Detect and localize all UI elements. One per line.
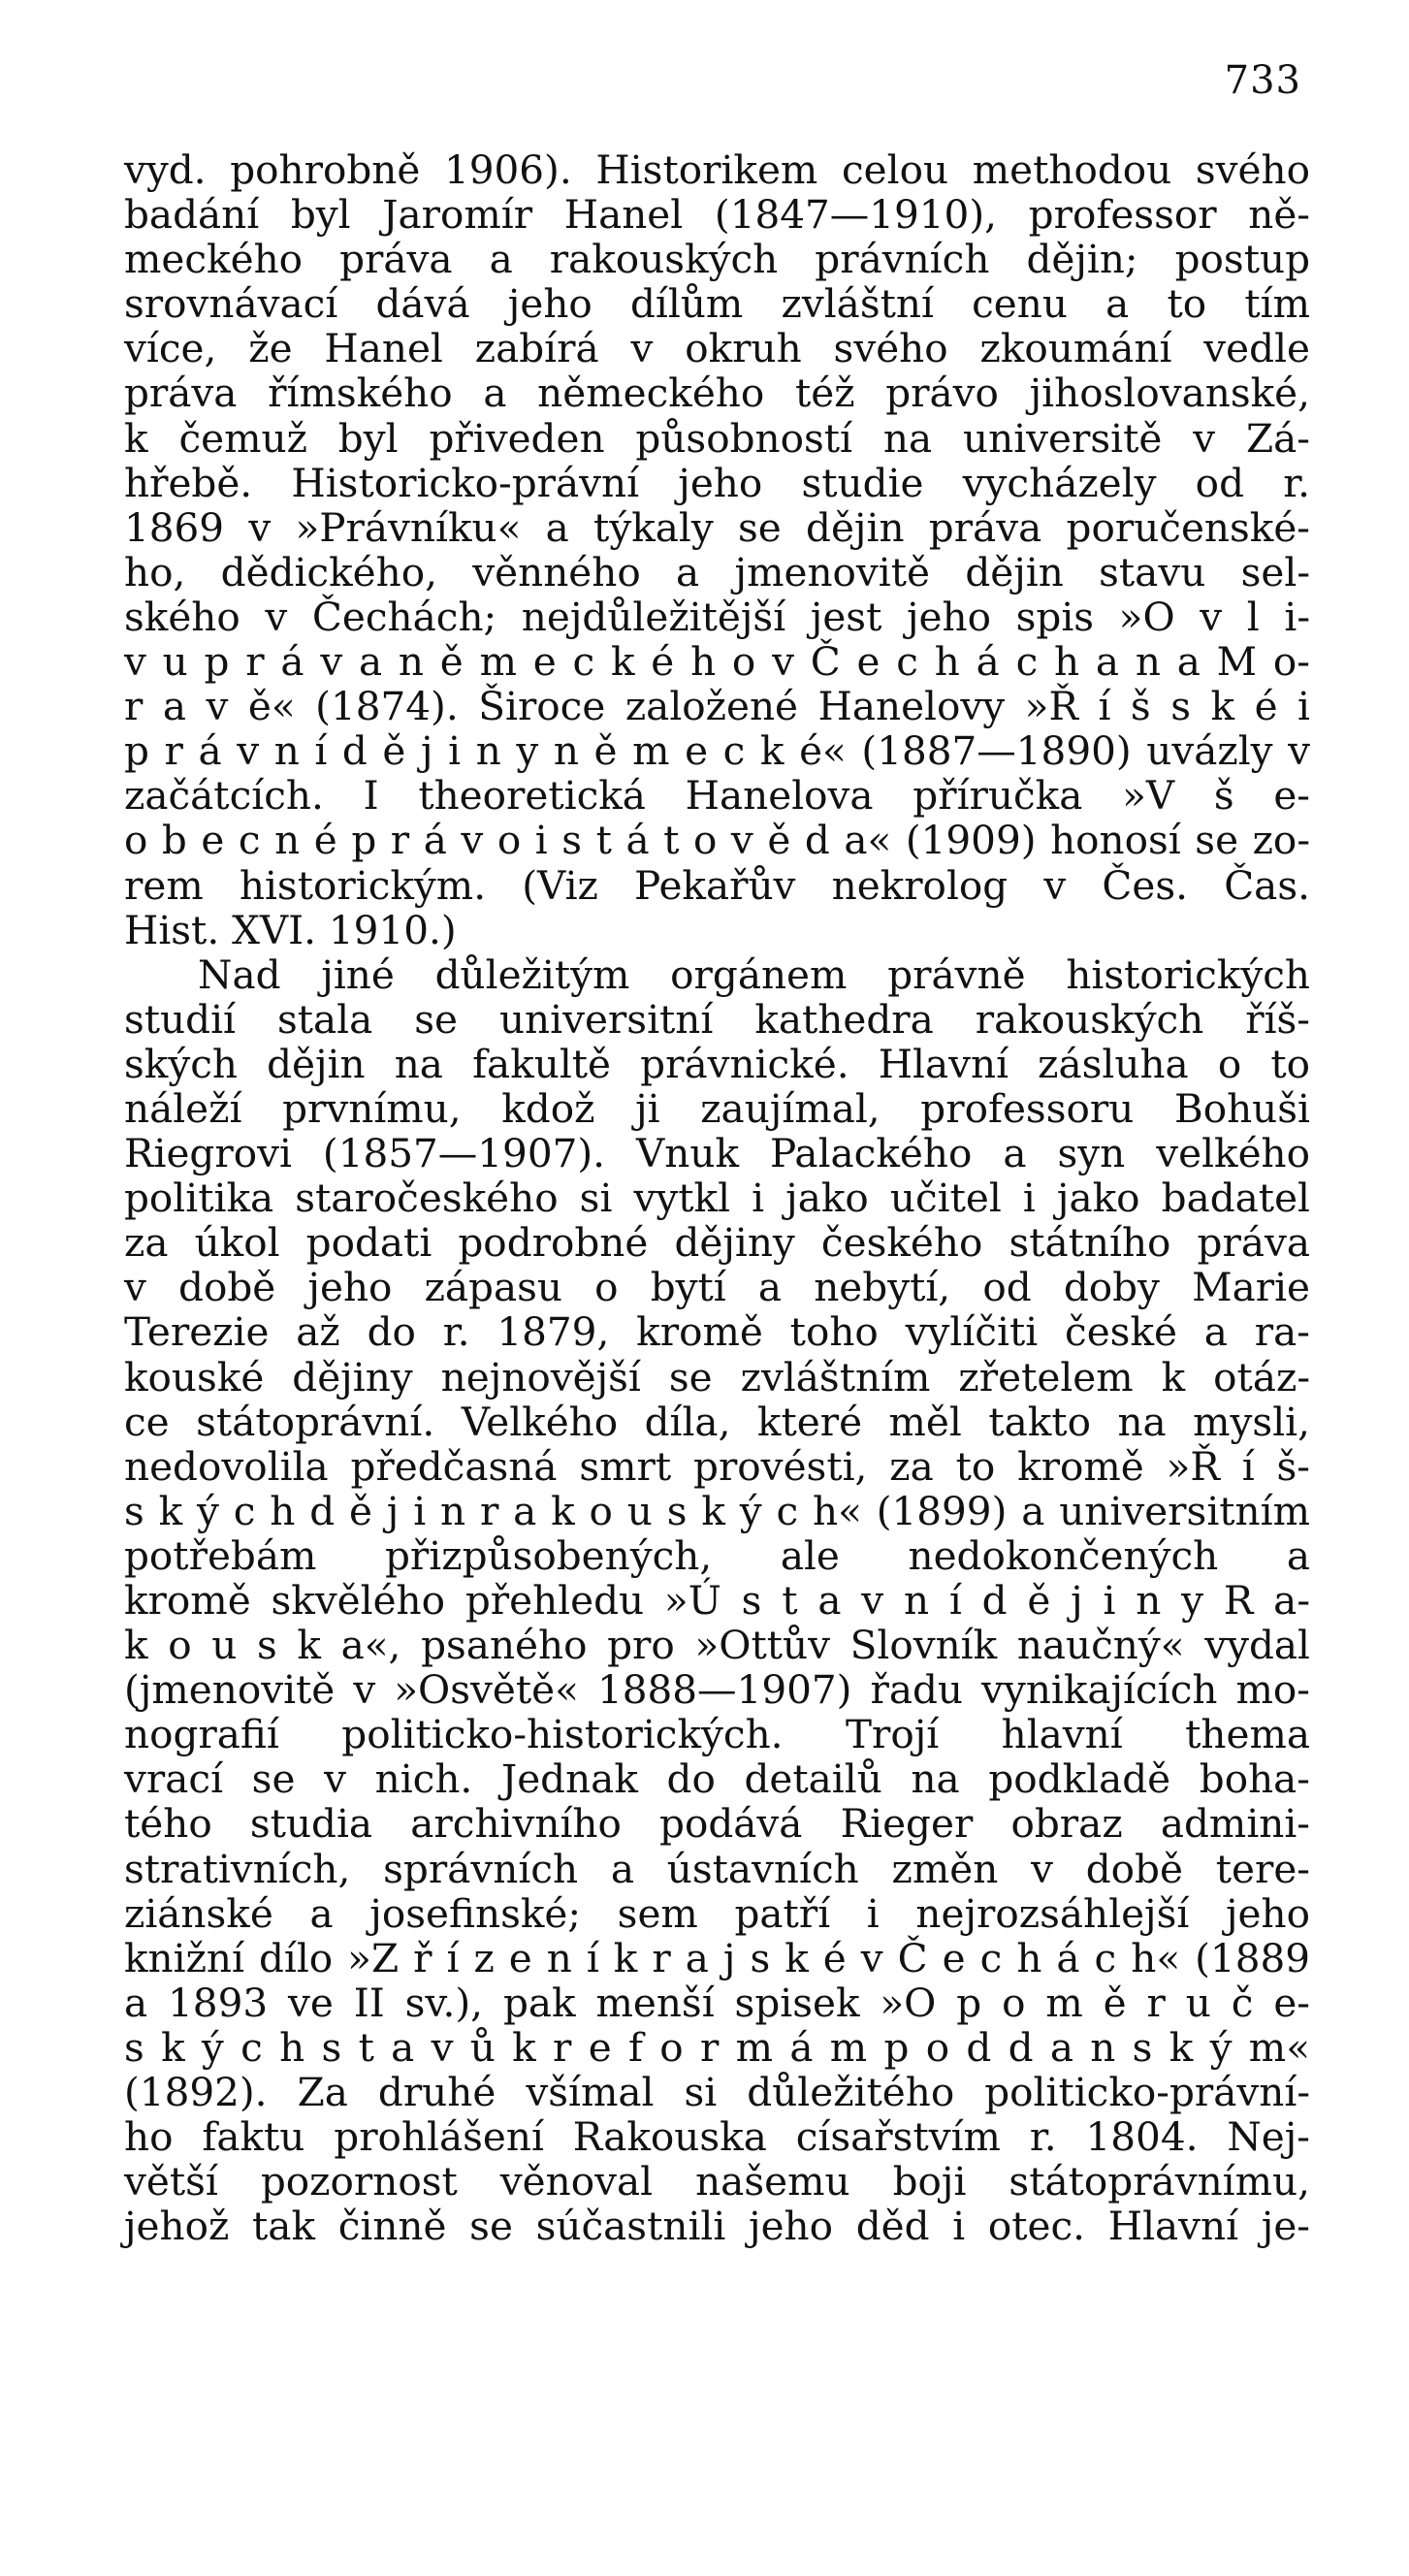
text-line: v době jeho zápasu o bytí a nebytí, od doby Marie (124, 1264, 1310, 1311)
text-line: větší pozornost věnoval našemu boji státoprávnímu, (124, 2158, 1310, 2206)
text-line: nedovolila předčasná smrt provésti, za to kromě »Ř í š- (124, 1442, 1310, 1490)
text-line: knižní dílo »Z ř í z e n í k r a j s k é v Č e c h á c h« (1889 (124, 1934, 1310, 1981)
paragraph-2 (124, 952, 1310, 2249)
text-line: ského v Čechách; nejdůležitější jest jeho spis »O v l i- (124, 593, 1310, 640)
text-line: p r á v n í d ě j i n y n ě m e c k é« (1887—1890) uvázly v (124, 727, 1310, 775)
body-text (124, 147, 1310, 2248)
text-line: (1892). Za druhé všímal si důležitého politicko-právní- (124, 2069, 1310, 2116)
text-line: strativních, správních a ústavních změn v době tere- (124, 1845, 1310, 1892)
text-line: Hist. XVI. 1910.) (124, 906, 457, 953)
text-line: rem historickým. (Viz Pekařův nekrolog v Čes. Čas. (124, 861, 1310, 909)
text-line: r a v ě« (1874). Široce založené Hanelovy »Ř í š s k é i (124, 683, 1310, 730)
text-line: vyd. pohrobně 1906). Historikem celou methodou svého (124, 146, 1310, 193)
text-line: a 1893 ve II sv.), pak menší spisek »O p o m ě r u č e- (124, 1979, 1310, 2026)
text-line: ho faktu prohlášení Rakouska císařstvím r. 1804. Nej- (124, 2113, 1310, 2161)
text-line: náleží prvnímu, kdož ji zaujímal, professoru Bohuši (124, 1084, 1310, 1132)
text-line: kromě skvělého přehledu »Ú s t a v n í d ě j i n y R a- (124, 1577, 1310, 1624)
text-line: potřebám přizpůsobených, ale nedokončených a (124, 1531, 1310, 1579)
text-line: kouské dějiny nejnovější se zvláštním zřetelem k otáz- (124, 1353, 1310, 1401)
text-line: s k ý c h s t a v ů k r e f o r m á m p o d d a n s k ý m« (124, 2023, 1310, 2071)
paragraph-1 (124, 147, 1310, 952)
text-line: badání byl Jaromír Hanel (1847—1910), professor ně- (124, 191, 1310, 239)
text-line: jehož tak činně se súčastnili jeho děd i otec. Hlavní je- (124, 2203, 1310, 2250)
page-number: 733 (1224, 58, 1301, 103)
text-line: za úkol podati podrobné dějiny českého státního práva (124, 1219, 1310, 1267)
text-line: ziánské a josefinské; sem patří i nejrozsáhlejší jeho (124, 1889, 1310, 1937)
text-line: více, že Hanel zabírá v okruh svého zkoumání vedle (124, 325, 1310, 372)
text-line: tého studia archivního podává Rieger obraz admini- (124, 1800, 1310, 1848)
text-line: ských dějin na fakultě právnické. Hlavní zásluha o to (124, 1040, 1310, 1087)
text-line: politika staročeského si vytkl i jako učitel i jako badatel (124, 1175, 1310, 1222)
text-line: ce státoprávní. Velkého díla, které měl takto na mysli, (124, 1398, 1310, 1445)
text-line: hřebě. Historicko-právní jeho studie vycházely od r. (124, 459, 1310, 506)
text-line: k čemuž byl přiveden působností na universitě v Zá- (124, 414, 1310, 462)
text-line: Riegrovi (1857—1907). Vnuk Palackého a syn velkého (124, 1130, 1310, 1177)
text-line: o b e c n é p r á v o i s t á t o v ě d a« (1909) honosí se zo- (124, 817, 1310, 864)
text-line: Terezie až do r. 1879, kromě toho vylíčiti české a ra- (124, 1308, 1310, 1356)
text-line: (jmenovitě v »Osvětě« 1888—1907) řadu vynikajících mo- (124, 1666, 1310, 1714)
text-line: meckého práva a rakouských právních dějin; postup (124, 236, 1310, 283)
text-line: srovnávací dává jeho dílům zvláštní cenu a to tím (124, 280, 1310, 328)
text-line: 1869 v »Právníku« a týkaly se dějin práva poručenské- (124, 503, 1310, 551)
text-line: v u p r á v a n ě m e c k é h o v Č e c h á c h a n a M o- (124, 638, 1310, 686)
text-line: vrací se v nich. Jednak do detailů na podkladě boha- (124, 1755, 1310, 1803)
text-line: s k ý c h d ě j i n r a k o u s k ý c h« (1899) a universitním (124, 1487, 1310, 1534)
text-line: studií stala se universitní kathedra rakouských říš- (124, 995, 1310, 1043)
text-line: nografií politicko-historických. Trojí hlavní thema (124, 1711, 1310, 1758)
text-line: Nad jiné důležitým orgánem právně historických (198, 950, 1310, 998)
text-line: ho, dědického, věnného a jmenovitě dějin stavu sel- (124, 548, 1310, 596)
text-line: k o u s k a«, psaného pro »Ottův Slovník naučný« vydal (124, 1622, 1310, 1669)
text-line: práva římského a německého též právo jihoslovanské, (124, 370, 1310, 417)
text-line: začátcích. I theoretická Hanelova příručka »V š e- (124, 772, 1310, 820)
